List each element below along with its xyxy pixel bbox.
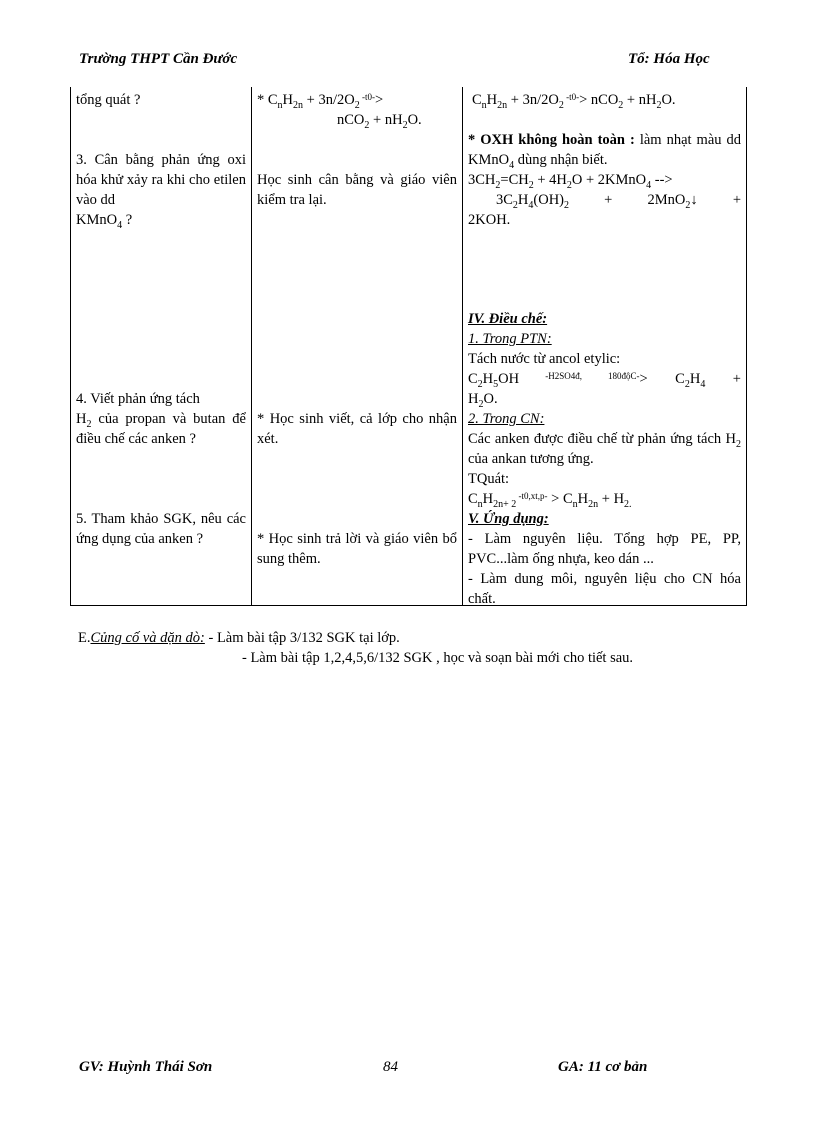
questions-column xyxy=(76,87,246,605)
answer-3: Học sinh cân bằng và giáo viên kiểm tra lại. xyxy=(257,172,457,208)
answer-5: * Học sinh trả lời và giáo viên bổ sung thêm. xyxy=(257,531,457,567)
activities-column xyxy=(257,87,457,605)
section-v-title: V. Ứng dụng: xyxy=(468,511,549,527)
column-divider xyxy=(462,87,463,605)
column-divider xyxy=(251,87,252,605)
footer-plan: GA: 11 cơ bản xyxy=(558,1059,648,1075)
answer-4: * Học sinh viết, cả lớp cho nhận xét. xyxy=(257,411,457,447)
question-4: 4. Viết phản ứng tách $H_2$ của propan và butan để điều chế các anken ? xyxy=(76,391,246,447)
question-2-tail: tổng quát ? xyxy=(76,92,141,108)
footer-teacher: GV: Huỳnh Thái Sơn xyxy=(79,1059,213,1075)
partial-oxidation: * OXH không hoàn toàn : làm nhạt màu dd KMnO$_4$ dùng nhận biết. $3CH_2=CH_2 + 4H_2O$ + 2KMnO$_4$ --> $3C_2H_4(OH)_2$ + 2MnO$_2$↓ + 2KOH. xyxy=(468,132,742,228)
lesson-table xyxy=(70,87,747,606)
recap-label: Củng cố và dặn dò: xyxy=(90,630,205,646)
combustion-equation: * $C_nH_{2n} + 3n/2O_2$ $^{-t0-}$> $nCO_2 + nH_2O$. xyxy=(257,92,422,131)
question-5: 5. Tham khảo SGK, nêu các ứng dụng của anken ? xyxy=(76,511,246,547)
preparation-section: IV. Điều chế: 1. Trong PTN: Tách nước từ ancol etylic: $C_2H_5OH$ $^{-H2SO4đ, 180độC-}> C_2H_4$ + $H_2O$. 2. Trong CN: Các anken được điều chế từ phản ứng tách $H_2$ của ankan tương ứng. TQuát: $C_nH_{2n+ 2}$ $^{-t0,xt,p-} > C_nH_{2n} + H_{2.}$ V. Ứng dụng: - Làm nguyên liệu. Tổng hợp PE, PP, PVC...làm ống nhựa, keo dán ... - Làm dung môi, nguyên liệu cho CN hóa chất. xyxy=(468,311,741,607)
combustion-full: $C_nH_{2n} + 3n/2O_2$ $^{-t0-}> nCO_2 + nH_2O$. xyxy=(472,92,676,111)
header-department: Tổ: Hóa Học xyxy=(628,51,710,67)
lab-prep-title: 1. Trong PTN: xyxy=(468,331,552,347)
question-3: 3. Cân bằng phản ứng oxi hóa khử xảy ra khi cho etilen vào dd KMnO$_4$ ? xyxy=(76,152,246,231)
header-school: Trường THPT Cần Đước xyxy=(79,51,238,67)
content-column xyxy=(468,87,741,605)
page-number: 84 xyxy=(383,1059,398,1075)
industry-prep-title: 2. Trong CN: xyxy=(468,411,545,427)
section-iv-title: IV. Điều chế: xyxy=(468,311,548,327)
